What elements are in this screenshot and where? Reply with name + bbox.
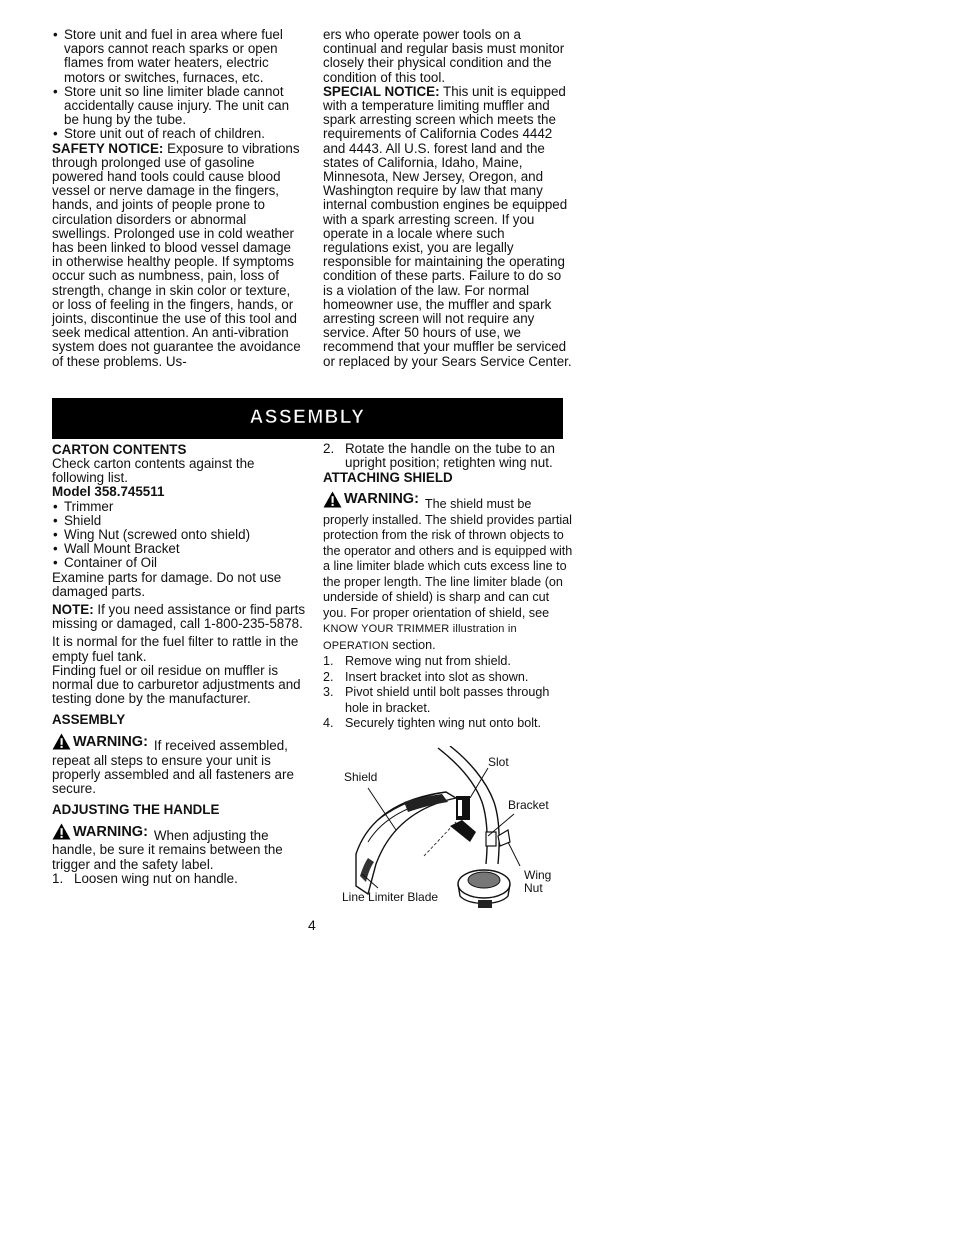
warning-text: If received assembled, repeat all steps to ensure your unit is properly assembled and all fasteners are secure. xyxy=(52,738,294,797)
residue-text: Finding fuel or oil residue on muffler is normal due to carburetor adjustments and testing done by the manufacturer. xyxy=(52,662,301,707)
shield-assembly-figure xyxy=(338,746,570,914)
warning-reference: KNOW YOUR TRIMMER illustration in OPERATION xyxy=(323,623,517,652)
list-item xyxy=(323,716,573,732)
special-notice-text: This unit is equipped with a temperature limiting muffler and spark arresting screen which meets the requirements of California Codes 4442 and 4443. All U.S. forest land and the states of California, Idaho, Maine, Minnesota, New Jersey, Oregon, and Washington require by law that many internal combustion engines be equipped with a spark arresting screen. If you operate in a locale where such regulations exist, you are legally responsible for maintaining the operating condition of these parts. Failure to do so is a violation of the law. For normal homeowner use, the muffler and spark arresting screen will not require any service. After 50 hours of use, we recommend that your muffler be serviced or replaced by your Sears Service Center. xyxy=(323,83,572,369)
assembly-banner-title: ASSEMBLY xyxy=(249,407,366,429)
assembly-heading: ASSEMBLY xyxy=(52,712,126,728)
list-item xyxy=(323,654,573,670)
list-item: • Container of Oil xyxy=(52,556,306,570)
figure-label-line-limiter-blade: Line Limiter Blade xyxy=(342,890,439,904)
bottom-right-column xyxy=(323,442,573,732)
safety-notice-text: Exposure to vibrations through prolonged use of gasoline powered hand tools could cause blood vessel or nerve damage in the fingers, hands, and joints of people prone to circulation disorders or abnormal swellings. Prolonged use in cold weather has been linked to blood vessel damage in otherwise healthy people. If symptoms occur such as numbness, pain, loss of strength, change in skin color or texture, or loss of feeling in the fingers, hands, or joints, discontinue the use of this tool and seek medical attention. An anti-vibration system does not guarantee the avoidance of these problems. Us- xyxy=(52,140,301,369)
step-text: Rotate the handle on the tube to an upright position; retighten wing nut. xyxy=(345,441,555,471)
top-left-column xyxy=(52,28,304,369)
adjusting-handle-heading: ADJUSTING THE HANDLE xyxy=(52,802,220,818)
warning-label: WARNING: xyxy=(344,491,419,508)
attaching-shield-heading: ATTACHING SHIELD xyxy=(323,470,453,486)
warning-triangle-icon xyxy=(52,823,71,840)
assembly-banner xyxy=(52,398,563,439)
warning-triangle-icon xyxy=(52,733,71,750)
special-notice-label: SPECIAL NOTICE: xyxy=(323,83,440,99)
step-number: 2. xyxy=(323,441,335,456)
examine-parts-text: Examine parts for damage. Do not use damaged parts. xyxy=(52,569,282,599)
figure-label-bracket: Bracket xyxy=(508,798,549,812)
step-number: 4. xyxy=(323,716,334,731)
model-number: Model 358.745511 xyxy=(52,484,165,500)
shield-warning xyxy=(323,491,573,654)
assembly-warning xyxy=(52,733,306,796)
step-number: 1. xyxy=(52,870,64,886)
warning-label: WARNING: xyxy=(73,733,148,750)
list-item: • Wall Mount Bracket xyxy=(52,542,306,556)
top-right-column xyxy=(323,28,573,369)
list-item: • Store unit and fuel in area where fuel vapors cannot reach sparks or open flames from water heaters, electric motors or switches, furnaces, etc. xyxy=(52,28,304,85)
list-item: • Wing Nut (screwed onto shield) xyxy=(52,528,306,542)
list-item: • Store unit out of reach of children. xyxy=(52,127,304,141)
warning-label: WARNING: xyxy=(73,823,148,840)
handle-steps-continued xyxy=(323,442,573,470)
handle-steps xyxy=(52,872,306,886)
warning-tail: section. xyxy=(388,637,436,652)
shield-steps xyxy=(323,654,573,732)
handle-warning xyxy=(52,823,306,872)
safety-notice xyxy=(52,142,304,369)
safety-notice-label: SAFETY NOTICE: xyxy=(52,140,164,156)
carton-contents-list xyxy=(52,500,306,571)
fuel-filter-text: It is normal for the fuel filter to rattle in the empty fuel tank. xyxy=(52,634,299,664)
page-number: 4 xyxy=(308,917,316,933)
step-number: 1. xyxy=(323,654,334,669)
warning-text: When adjusting the handle, be sure it remains between the trigger and the safety label. xyxy=(52,828,283,872)
figure-label-slot: Slot xyxy=(488,755,509,769)
step-text: Remove wing nut from shield. xyxy=(345,654,511,669)
list-item: • Store unit so line limiter blade cannot accidentally cause injury. The unit can be hung by the tube. xyxy=(52,85,304,128)
storage-bullet-list xyxy=(52,28,304,142)
figure-label-nut: Nut xyxy=(524,881,543,895)
list-item: • Trimmer xyxy=(52,500,306,514)
assistance-note xyxy=(52,603,306,631)
note-text: If you need assistance or find parts missing or damaged, call 1-800-235-5878. xyxy=(52,602,306,632)
carton-contents-text: Check carton contents against the following list. xyxy=(52,456,255,486)
list-item xyxy=(323,685,573,716)
note-label: NOTE: xyxy=(52,602,94,618)
list-item: • Shield xyxy=(52,514,306,528)
step-text: Loosen wing nut on handle. xyxy=(74,870,238,886)
continuation-text: ers who operate power tools on a continual and regular basis must monitor closely their physical condition and the condition of this tool. xyxy=(323,27,565,85)
carton-contents-heading: CARTON CONTENTS xyxy=(52,442,187,457)
step-number: 3. xyxy=(323,685,334,700)
figure-label-shield: Shield xyxy=(344,770,378,784)
bottom-left-column xyxy=(52,442,306,886)
list-item xyxy=(323,442,573,470)
list-item xyxy=(323,670,573,686)
warning-triangle-icon xyxy=(323,491,342,508)
step-text: Insert bracket into slot as shown. xyxy=(345,669,529,684)
special-notice xyxy=(323,85,573,369)
figure-label-wing: Wing xyxy=(524,868,552,882)
step-text: Pivot shield until bolt passes through hole in bracket. xyxy=(345,685,550,715)
warning-text: The shield must be properly installed. The shield provides partial protection from the risk of thrown objects to the operator and others and is equipped with a line limiter blade which cuts excess line to the proper length. The line limiter blade (on underside of shield) is sharp and can cut you. For proper orientation of shield, see xyxy=(323,497,573,620)
step-number: 2. xyxy=(323,669,334,684)
list-item xyxy=(52,872,306,886)
step-text: Securely tighten wing nut onto bolt. xyxy=(345,716,542,731)
